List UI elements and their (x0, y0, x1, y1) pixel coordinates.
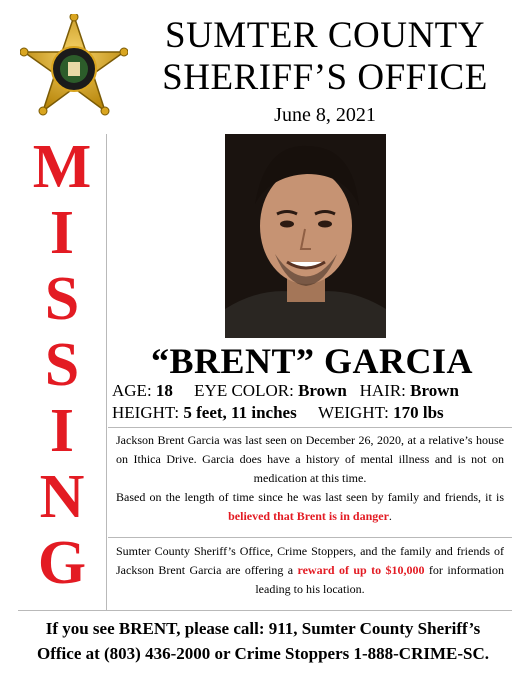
age-value: 18 (155, 381, 173, 400)
missing-letter: I (49, 199, 75, 267)
eye-color-label: EYE COLOR: (194, 381, 294, 400)
stats-row-1 (112, 381, 516, 401)
danger-paragraph (116, 488, 504, 526)
contact-info (8, 616, 518, 666)
reward-text: Sumter County Sheriff’s Office, Crime Stoppers, and the family and friends of Jackson Brent Garcia are offering a (116, 544, 504, 577)
divider (108, 537, 512, 538)
height-label: HEIGHT: (112, 403, 180, 422)
missing-person-photo (225, 134, 386, 338)
divider (18, 610, 512, 611)
reward-paragraph (116, 542, 504, 599)
weight-value: 170 lbs (393, 403, 444, 422)
missing-letter: G (37, 529, 87, 597)
contact-line-2: Office at (803) 436-2000 or Crime Stoppers 1-888-CRIME-SC. (37, 644, 489, 663)
header-title-line1: SUMTER COUNTY (165, 15, 485, 56)
danger-text-end: . (388, 509, 392, 523)
missing-letter: N (39, 463, 85, 531)
danger-highlight: believed that Brent is in danger (228, 509, 389, 523)
missing-vertical-title (18, 134, 107, 610)
stats-row-2 (112, 403, 516, 423)
reward-highlight: reward of up to $10,000 (297, 563, 425, 577)
missing-letter: S (44, 265, 80, 333)
weight-label: WEIGHT: (317, 403, 389, 422)
sheriff-star-badge-icon (20, 14, 128, 122)
missing-letter: I (49, 397, 75, 465)
eye-color-value: Brown (298, 381, 347, 400)
divider (108, 427, 512, 428)
danger-text: Based on the length of time since he was last seen by family and friends, it is (116, 490, 504, 504)
missing-letter: S (44, 331, 80, 399)
height-value: 5 feet, 11 inches (183, 403, 297, 422)
age-label: AGE: (112, 381, 152, 400)
poster-date: June 8, 2021 (274, 104, 376, 126)
missing-person-name: “BRENT” GARCIA (150, 341, 474, 381)
reward-text-end: for information leading to his location. (255, 563, 504, 596)
hair-value: Brown (410, 381, 459, 400)
hair-label: HAIR: (359, 381, 406, 400)
contact-line-1: If you see BRENT, please call: 911, Sumter County Sheriff’s (45, 619, 481, 638)
description-paragraph: Jackson Brent Garcia was last seen on December 26, 2020, at a relative’s house on Ithica Drive. Garcia does have a history of mental illness and is not on medication at this time. (116, 433, 504, 485)
header-title-line2: SHERIFF’S OFFICE (162, 57, 488, 98)
missing-letter: M (32, 133, 92, 201)
